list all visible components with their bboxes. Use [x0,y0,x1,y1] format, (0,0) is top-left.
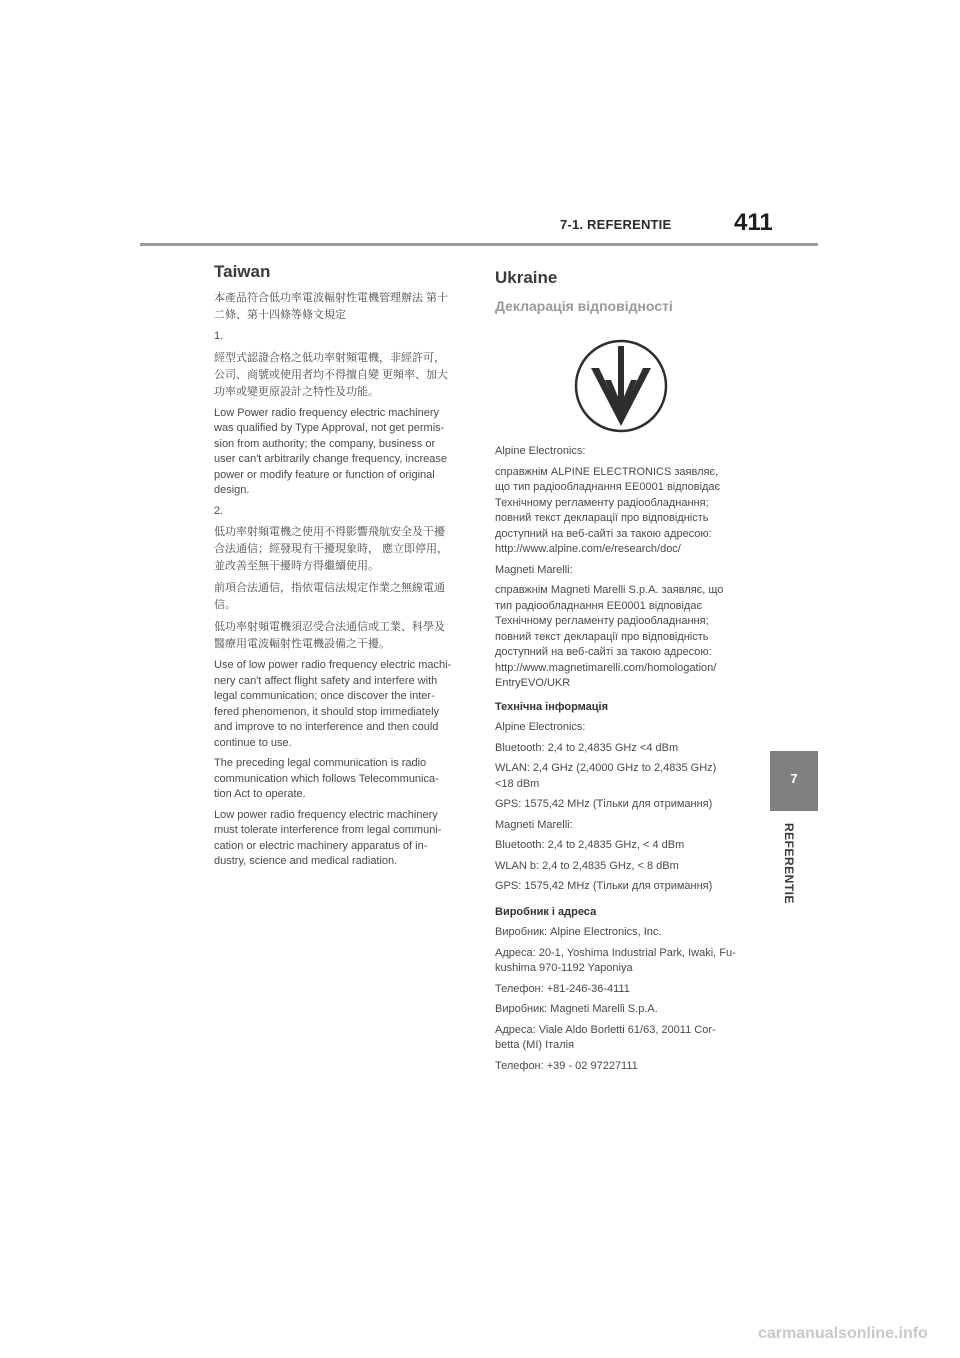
taiwan-paragraph: 低功率射頻電機須忍受合法通信或工業、科學及 醫療用電波輻射性電機設備之干擾。 [214,621,445,650]
declaration-subheading: Декларація відповідності [495,298,673,314]
ukraine-paragraph: справжнім Magneti Marelli S.p.A. заявляє, що тип радіообладнання EE0001 відповідає Технічному регламенту радіообладнання; повний текст декларації про відповідність доступний на веб-сайті за такою адресою: http://www.magnetimarelli.com/homologation/ EntryEVO/UKR [495,584,724,689]
ukraine-conformity-mark-icon [495,336,747,436]
taiwan-paragraph: 低功率射頻電機之使用不得影響飛航安全及干擾 合法通信；經發現有干擾現象時， 應立即停用， 並改善至無干擾時方得繼續使用。 [214,526,449,572]
header-divider [140,243,818,246]
ukraine-section [495,268,747,1079]
technical-info-heading: Технічна інформація [495,700,608,713]
technical-info-line: Magneti Marelli: [495,818,573,831]
taiwan-paragraph: 2. [214,504,224,517]
manufacturer-line: Виробник: Magneti Marelli S.p.A. [495,1003,658,1015]
taiwan-section [214,262,466,875]
chapter-tab-label: REFERENTIE [782,823,796,905]
ukraine-paragraph: Magneti Marelli: [495,563,573,576]
manufacturer-line: Телефон: +81-246-36-4111 [495,982,630,995]
technical-info-line: GPS: 1575,42 MHz (Тільки для отримання) [495,798,713,810]
manufacturer-line: Виробник: Alpine Electronics, Inc. [495,926,662,938]
manufacturer-line: Телефон: +39 - 02 97227111 [495,1059,638,1072]
technical-info-line: WLAN b: 2,4 to 2,4835 GHz, < 8 dBm [495,859,679,872]
technical-info-line: Alpine Electronics: [495,721,586,733]
manufacturer-line: Адреса: Viale Aldo Borletti 61/63, 20011 Cor- betta (MI) Італія [495,1023,716,1051]
chapter-tab[interactable] [770,751,818,811]
taiwan-paragraph: Low Power radio frequency electric machinery was qualified by Type Approval, not get permis- sion from authority; the company, business or user can't arbitrarily change frequency, increase power or modify feature or function of original design. [214,406,448,496]
manufacturer-heading: Виробник і адреса [495,905,597,918]
taiwan-paragraph: Use of low power radio frequency electric machi- nery can't affect flight safety and interfere with legal communication; once discover the inter- fered phenomenon, it should stop immediately and improve to no interference and then could continue to use. [214,659,452,749]
watermark-url: carmanualsonline.info [758,1325,928,1342]
taiwan-paragraph: 1. [214,330,224,342]
page-number: 411 [734,209,773,236]
manufacturer-line: Адреса: 20-1, Yoshima Industrial Park, Iwaki, Fu- kushima 970-1192 Yaponiya [495,946,736,974]
ukraine-heading: Ukraine [495,268,558,287]
technical-info-line: WLAN: 2,4 GHz (2,4000 GHz to 2,4835 GHz) <18 dBm [495,762,717,790]
taiwan-heading: Taiwan [214,262,271,281]
technical-info-line: GPS: 1575,42 MHz (Тільки для отримання) [495,880,713,892]
taiwan-paragraph: 經型式認證合格之低功率射頻電機，非經許可， 公司、商號或使用者均不得擅自變 更頻率、加大 功率或變更原設計之特性及功能。 [214,351,449,398]
ukraine-paragraph: справжнім ALPINE ELECTRONICS заявляє, що тип радіообладнання EE0001 відповідає Технічному регламенту радіообладнання; повний текст декларації про відповідність доступний на веб-сайті за такою адресою: http://www.alpine.com/e/research/doc/ [495,465,721,555]
technical-info-line: Bluetooth: 2,4 to 2,4835 GHz, < 4 dBm [495,839,685,851]
taiwan-paragraph: Low power radio frequency electric machinery must tolerate interference from legal communi- cation or electric machinery apparatus of in- dustry, science and medical radiation. [214,808,442,867]
taiwan-paragraph: 本產品符合低功率電波輻射性電機管理辦法 第十 二條、第十四條等條文規定 [214,292,449,321]
chapter-tab-number: 7 [790,771,798,786]
technical-info-line: Bluetooth: 2,4 to 2,4835 GHz <4 dBm [495,741,679,754]
taiwan-paragraph: The preceding legal communication is radio communication which follows Telecommunica- tion Act to operate. [214,757,439,800]
ukraine-paragraph: Alpine Electronics: [495,445,586,457]
section-title: 7-1. REFERENTIE [560,217,672,232]
taiwan-paragraph: 前項合法通信，指依電信法規定作業之無線電通 信。 [214,582,445,611]
